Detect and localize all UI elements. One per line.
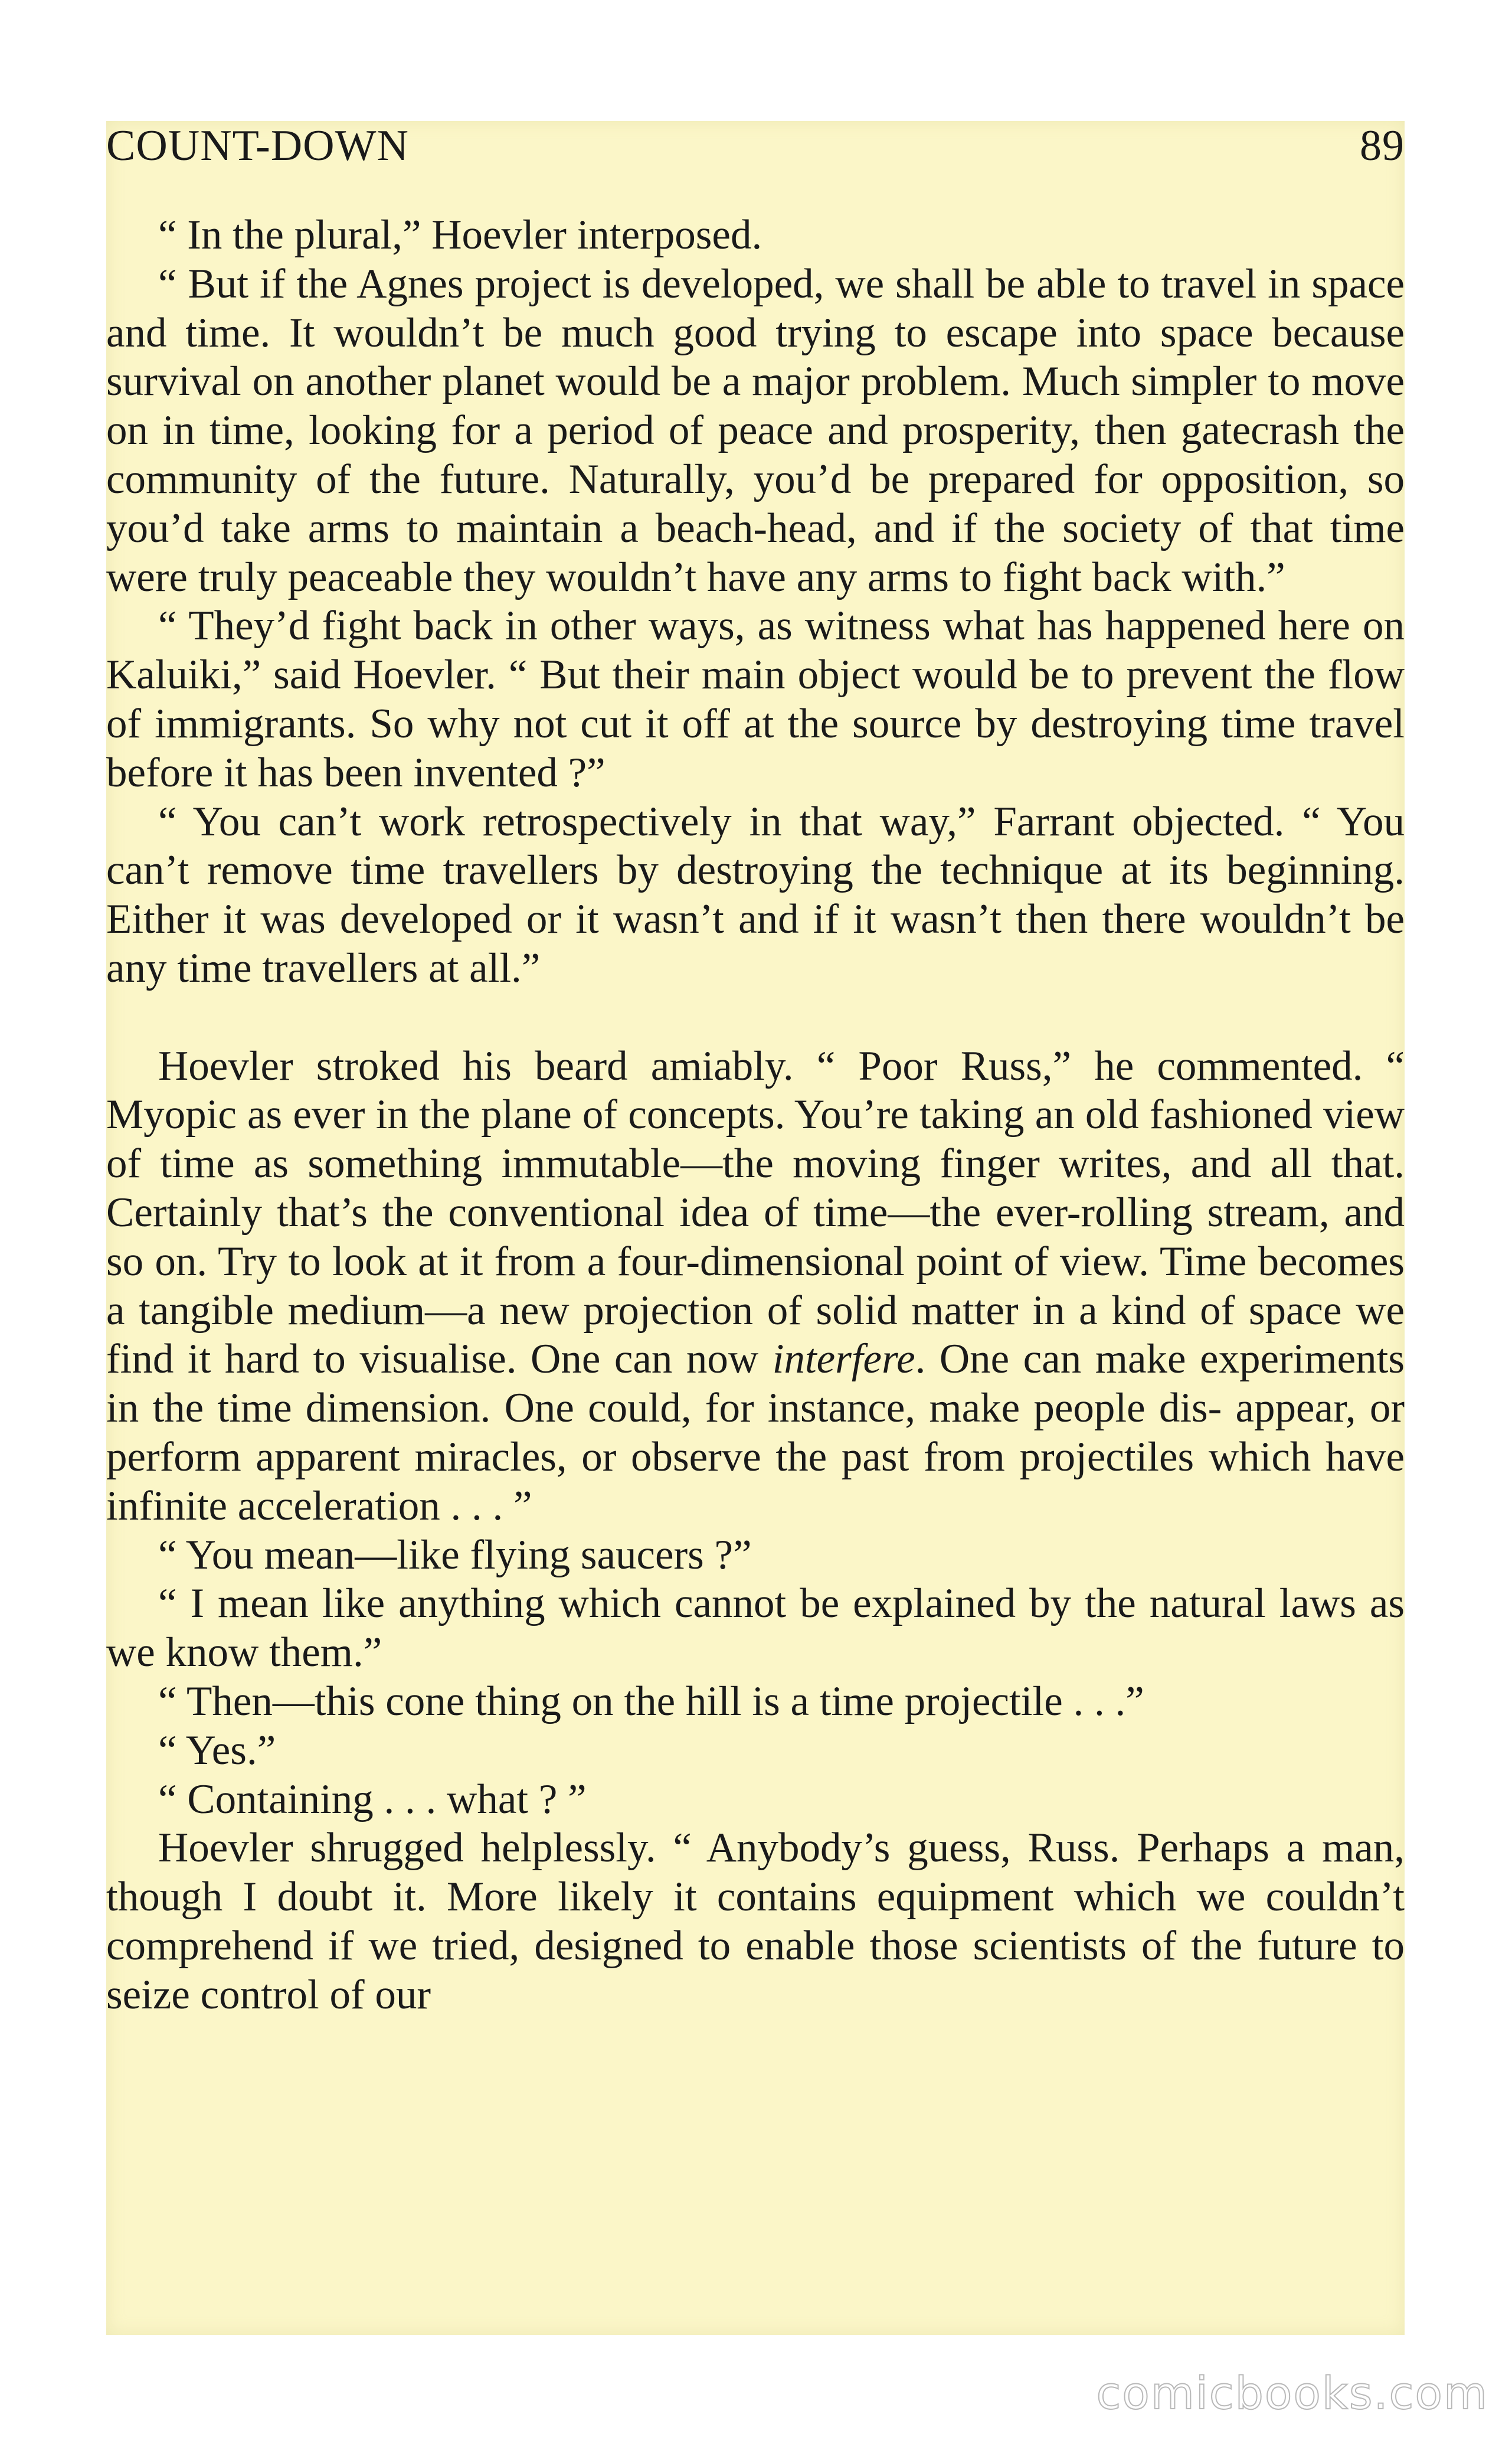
paragraph: Hoevler shrugged helplessly. “ Anybody’s guess, Russ. Perhaps a man, though I doubt it. More likely it contains equipment which we couldn’t comprehend if we tried, designed to enable those scientists of the future to seize control of our	[106, 1825, 1405, 2018]
paragraph: “ They’d fight back in other ways, as witness what has happened here on Kaluiki,” said Hoevler. “ But their main object would be to prevent the flow of immigrants. So why not cut it off at the source by destroying time travel before it has been invented ?”	[106, 603, 1405, 796]
text-run: . One can make experiments in the time dimension. One could, for instance, make people dis- appear, or perform apparent miracles, or observe the past from projectiles which have infinite acceleration . . . ”	[106, 1336, 1405, 1529]
text-run: Hoevler stroked his beard amiably. “ Poor Russ,” he commented. “ Myopic as ever in the plane of concepts. You’re taking an old fashioned view of time as something immutable—the moving finger writes, and all that. Certainly that’s the conventional idea of time—the ever-rolling stream, and so on. Try to look at it from a four-dimensional point of view. Time becomes a tangible medium—a new projection of solid matter in a kind of space we find it hard to visualise. One can now	[106, 1043, 1405, 1383]
running-title: COUNT-DOWN	[106, 122, 409, 170]
paragraph: “ Yes.”	[158, 1727, 276, 1773]
paragraph	[106, 1042, 1405, 1531]
body-text	[106, 211, 1405, 2019]
emphasized-word: interfere	[772, 1336, 915, 1383]
paragraph: “ But if the Agnes project is developed, we shall be able to travel in space and time. It wouldn’t be much good trying to escape into space because survival on another planet would be a major problem. Much simpler to move on in time, looking for a period of peace and prosperity, then gatecrash the community of the future. Naturally, you’d be prepared for opposition, so you’d take arms to maintain a beach-head, and if the society of that time were truly peaceable they wouldn’t have any arms to fight back with.”	[106, 260, 1405, 600]
paragraph: “ In the plural,” Hoevler interposed.	[158, 212, 762, 258]
paragraph: “ Containing . . . what ? ”	[158, 1776, 587, 1822]
paragraph: “ You mean—like flying saucers ?”	[158, 1531, 752, 1578]
page-number: 89	[1360, 122, 1405, 170]
paragraph: “ Then—this cone thing on the hill is a time projectile . . .”	[158, 1678, 1144, 1724]
paragraph: “ I mean like anything which cannot be explained by the natural laws as we know them.”	[106, 1580, 1405, 1676]
running-head	[106, 121, 1405, 174]
paragraph: “ You can’t work retrospectively in that way,” Farrant objected. “ You can’t remove time travellers by destroying the technique at its beginning. Either it was developed or it wasn’t and if it wasn’t then there wouldn’t be any time travellers at all.”	[106, 798, 1405, 991]
site-watermark: comicbooks.com	[1096, 2367, 1488, 2419]
book-page	[106, 121, 1405, 2335]
